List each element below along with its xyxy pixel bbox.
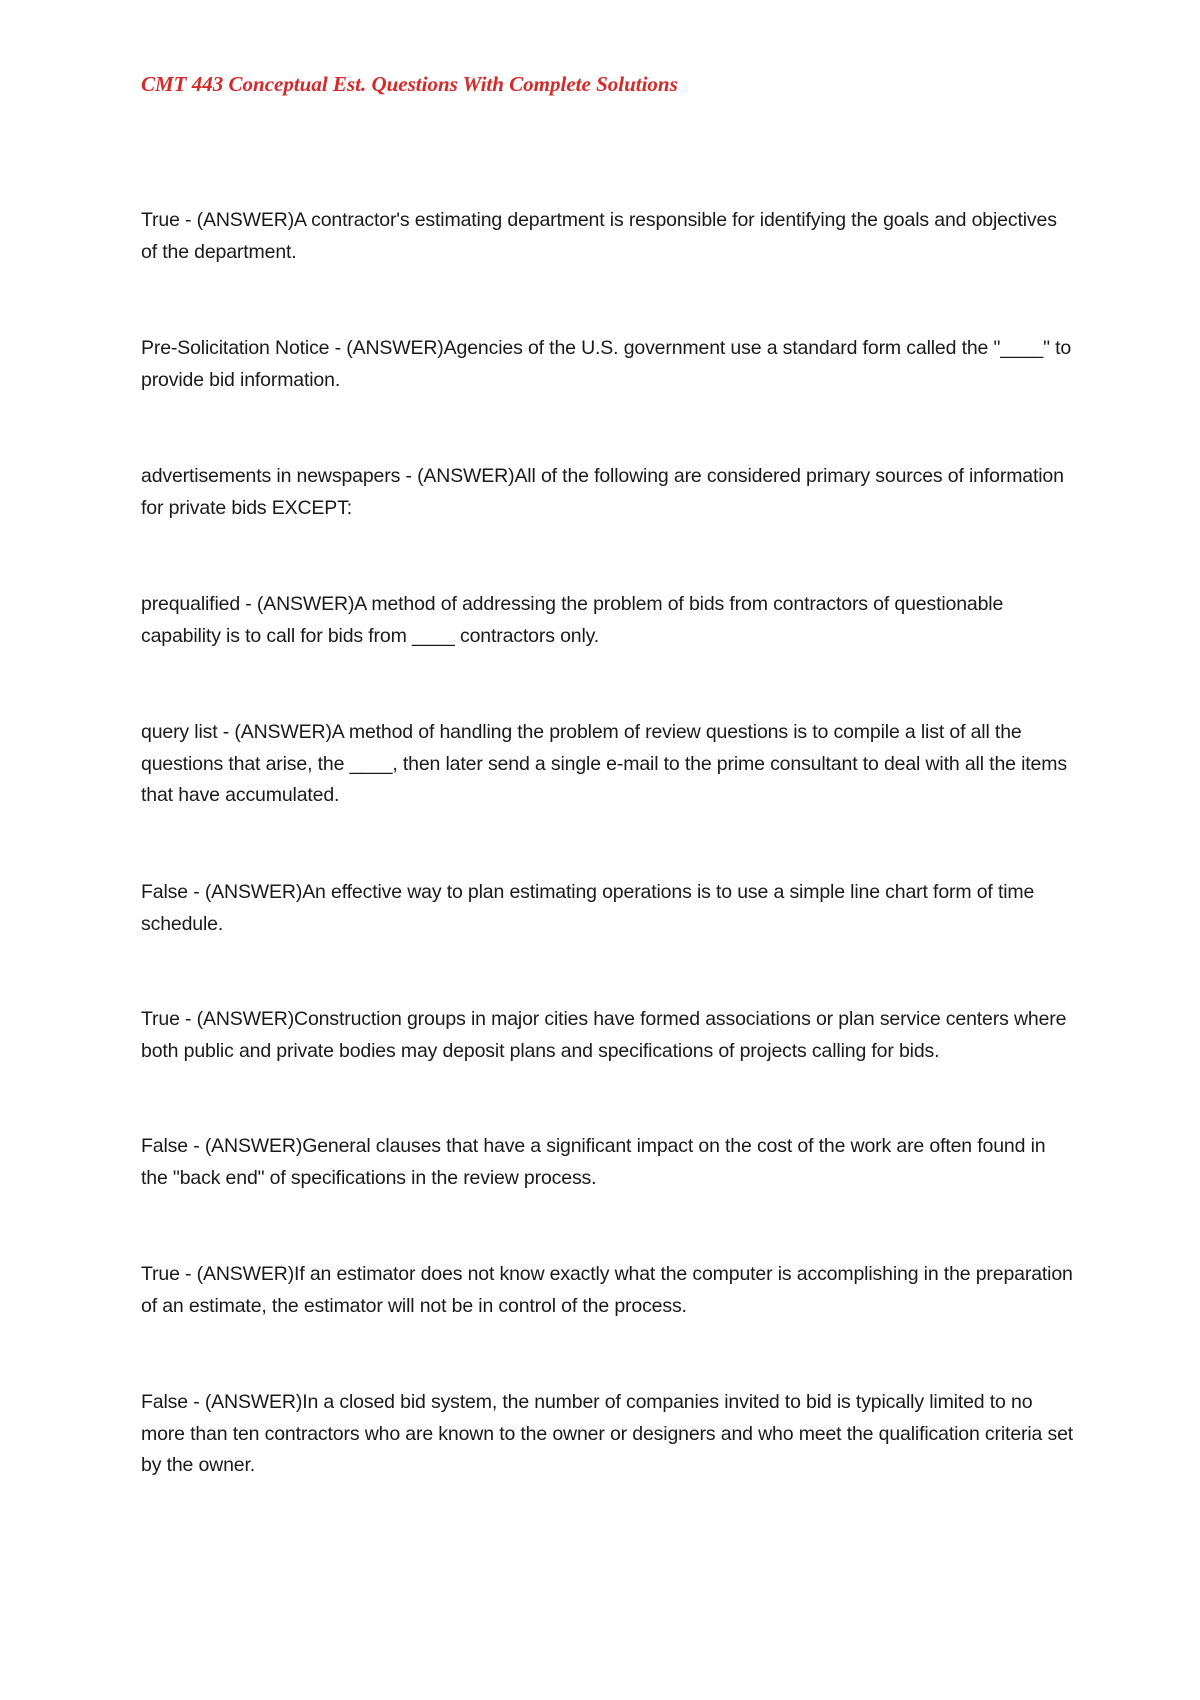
qa-answer: True	[141, 1008, 180, 1030]
qa-question: A method of handling the problem of review questions is to compile a list of all the questions that arise, the ____, then later send a single e-mail to the prime consultant to deal with all the items that have accumulated.	[141, 721, 1073, 806]
qa-item	[141, 589, 1076, 652]
qa-item	[141, 717, 1076, 812]
qa-question: A contractor's estimating department is responsible for identifying the goals and objectives of the department.	[141, 209, 1063, 263]
qa-answer: True	[141, 209, 180, 231]
qa-separator: - (ANSWER)	[400, 465, 515, 487]
qa-separator: - (ANSWER)	[187, 881, 303, 903]
qa-answer: False	[141, 1391, 188, 1413]
qa-answer: Pre-Solicitation Notice	[141, 337, 330, 359]
qa-answer: advertisements in newspapers	[141, 465, 401, 487]
qa-question: Agencies of the U.S. government use a standard form called the "____" to provide bid information.	[141, 337, 1077, 391]
qa-separator: - (ANSWER)	[179, 209, 295, 231]
qa-answer: False	[141, 1135, 188, 1157]
qa-separator: - (ANSWER)	[240, 593, 355, 615]
qa-answer: True	[141, 1263, 180, 1285]
document-title: CMT 443 Conceptual Est. Questions With Complete Solutions	[141, 72, 678, 96]
qa-item	[141, 333, 1076, 396]
qa-answer: query list	[141, 721, 218, 743]
qa-item	[141, 461, 1076, 524]
qa-question: In a closed bid system, the number of companies invited to bid is typically limited to no more than ten contractors who are known to the owner or designers and who meet the qualification criteria set by the owner.	[141, 1391, 1079, 1476]
qa-item	[141, 1004, 1076, 1067]
qa-question: Construction groups in major cities have formed associations or plan service centers where both public and private bodies may deposit plans and specifications of projects calling for bids.	[141, 1008, 1072, 1062]
qa-separator: - (ANSWER)	[217, 721, 332, 743]
qa-question: If an estimator does not know exactly what the computer is accomplishing in the preparation of an estimate, the estimator will not be in control of the process.	[141, 1263, 1079, 1317]
qa-item	[141, 877, 1076, 940]
qa-item	[141, 1131, 1076, 1194]
qa-separator: - (ANSWER)	[187, 1391, 303, 1413]
qa-answer: False	[141, 881, 188, 903]
qa-separator: - (ANSWER)	[179, 1263, 295, 1285]
qa-separator: - (ANSWER)	[179, 1008, 295, 1030]
qa-question: An effective way to plan estimating operations is to use a simple line chart form of time schedule.	[141, 881, 1040, 935]
qa-question: A method of addressing the problem of bids from contractors of questionable capability is to call for bids from ____ contractors only.	[141, 593, 1009, 647]
qa-separator: - (ANSWER)	[329, 337, 444, 359]
qa-item	[141, 1387, 1079, 1482]
qa-item	[141, 205, 1076, 268]
qa-answer: prequalified	[141, 593, 241, 615]
qa-question: General clauses that have a significant impact on the cost of the work are often found in the "back end" of specifications in the review process.	[141, 1135, 1051, 1189]
qa-question: All of the following are considered primary sources of information for private bids EXCEPT:	[141, 465, 1070, 519]
qa-separator: - (ANSWER)	[187, 1135, 303, 1157]
qa-item	[141, 1259, 1079, 1322]
